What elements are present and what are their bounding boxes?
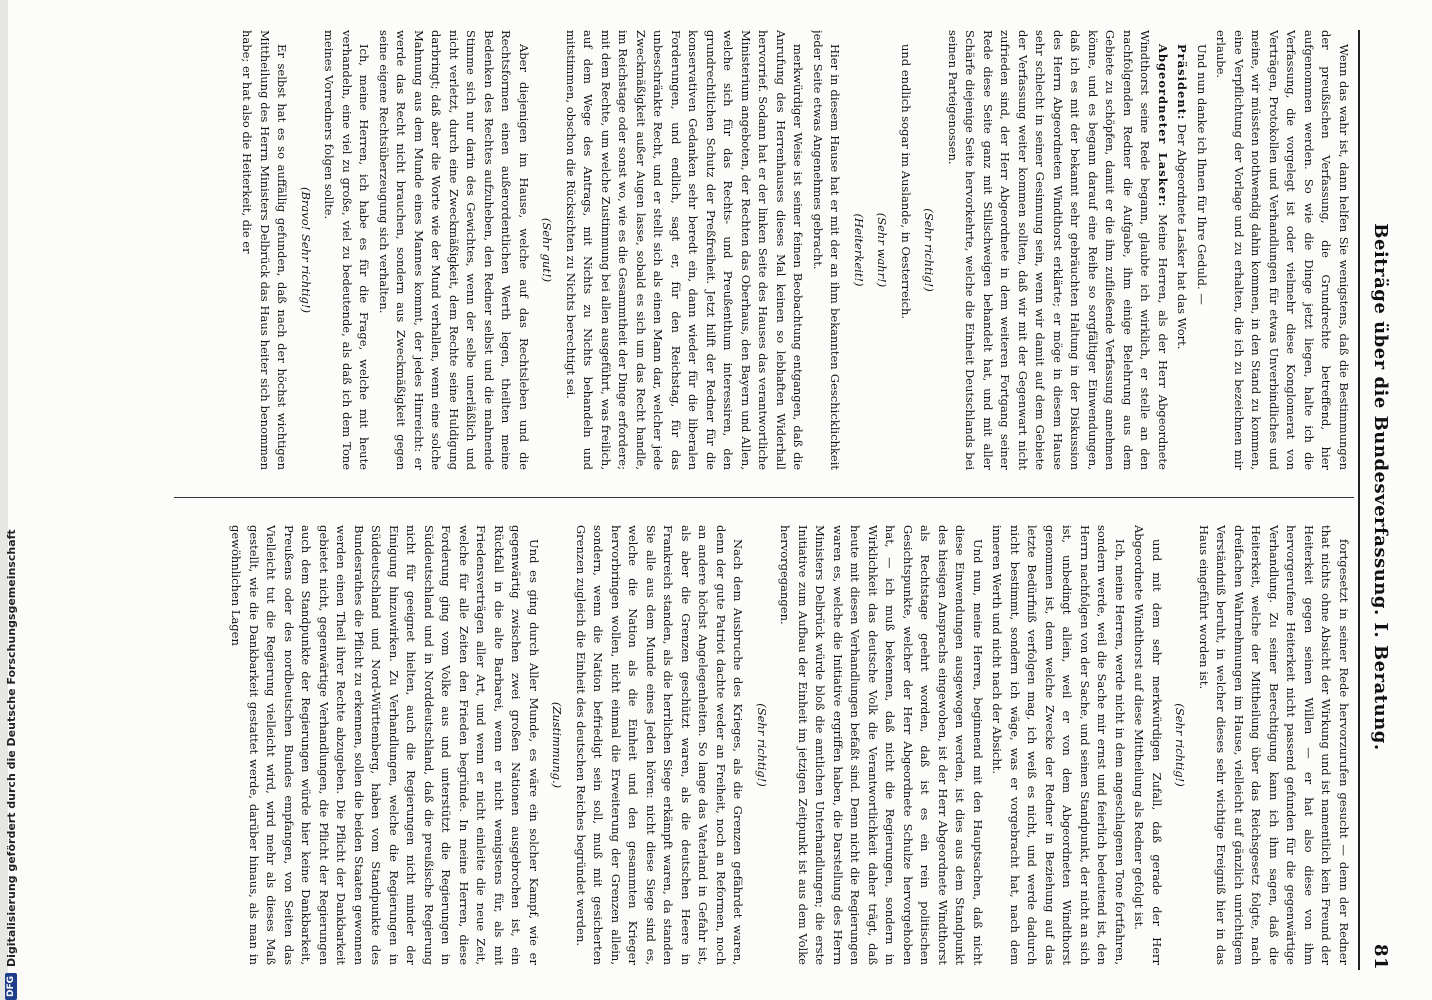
- speaker-paragraph: [944, 30, 1172, 470]
- body-paragraph: und mit dem sehr merkwürdigen Zufall, daß gerade der Herr Abgeordnete Windthorst auf diese Mittheilung als Redner gefolgt ist.: [1132, 525, 1164, 965]
- stage-direction: (Sehr wahr!): [875, 212, 890, 288]
- speaker-name: Abgeordneter Lasker:: [1156, 44, 1170, 208]
- body-paragraph: Aber diejenigen im Hause, welche auf das Rechtsleben und die Rechtsformen einen außerordentlichen Werth legen, theilten meine Bedenken des Rechtes aufzuheben, den Redner selbst und die mahnende Stimme sich nur darin des Gewichtes, wenn der selbe unerläßlich und nicht verletzt, durch eine Zweckmäßigkeit, dem Rechte seine Huldigung darbringt; daß aber die Worte wie der Mund verhallen, wenn eine solche Mahnung aus dem Munde eines Mannes kommt, der jedes Hinreicht: er werde das Recht nicht brauchen, sondern aus Zweckmäßigkeit gegen seine eigene Rechtsüberzeugung sich verhalten.: [377, 30, 531, 470]
- body-paragraph: und endlich sogar im Auslande, in Oesterreich.: [899, 44, 913, 320]
- column-divider: [174, 497, 1354, 498]
- stage-direction: (Bravo! Sehr richtig!): [299, 186, 313, 314]
- page-header: [1364, 30, 1398, 970]
- page-number: 81: [1370, 943, 1392, 970]
- stage-direction: (Heiterkeit!): [852, 213, 866, 287]
- left-column: [172, 30, 1352, 470]
- stage-direction: (Sehr richtig!): [1173, 703, 1188, 787]
- speaker-paragraph: [1173, 30, 1191, 470]
- digitization-credit: Digitalisierung gefördert durch die Deutsche Forschungsgemeinschaft: [4, 529, 18, 967]
- digitization-sideline: [0, 0, 22, 1000]
- body-paragraph: Wenn das wahr ist, dann helfen Sie wenigstens, daß die Bestimmungen der preußischen Verfassung, die Grundrechte betreffend, hier aufgenommen werden. So wie die Dinge jetzt liegen, halte ich die Verfassung, die vorgelegt ist oder vielmehr diese Konglomerat von Verträgen, Protokollen und Verhandlungen für etwas Unverbindliches und meine, wir müssten nothwendig dahin kommen, in den Stand zu kommen, eine Verpflichtung der Vorlage und zu erhalten, die ich zu bezeichnen mir erlaube.: [1214, 30, 1351, 470]
- stage-direction: (Sehr gut!): [540, 217, 555, 283]
- speaker-name: Präsident:: [1175, 44, 1190, 121]
- stage-direction: (Sehr richtig!): [755, 703, 769, 787]
- body-paragraph: Nach dem Ausbruche des Krieges, als die Grenzen gefährdet waren, denn der gute Patriot dachte weder an Freiheit, noch an Reformen, noch an andere höchst Angelegenheiten. So lange das Vaterland in Gefahr ist, als aber die Grenzen geschützt waren, als die deutschen Heere in Frankreich standen, als die herrlichen Siege erkämpft waren, da standen Sie alle aus dem Munde eines Jeden hören: nicht diese Siege sind es, welche die Nation als die Einheit und den gesammten Krieger hervorbringen wollen, nicht einmal die Erweiterung der Grenzen allein, sondern, wenn die Nation befriedigt sein soll, muß mit gesicherten Grenzen zugleich die Einheit des deutschen Reiches begründet werden.: [574, 525, 746, 965]
- body-paragraph: Er selbst hat es so auffällig gefunden, daß nach der höchst wichtigen Mittheilung des Herrn Ministers Delbrück das Haus heiter sich benommen habe; er hat also die Heiterkeit, die er: [240, 30, 290, 470]
- body-paragraph: Ich, meine Herren, ich habe es für die Frage, welche mit heute verhandeln, eine viel zu große, viel zu bedeutende, als daß ich dem Tone meines Vorredners folgen sollte.: [322, 30, 372, 470]
- dfg-logo: DFG: [5, 973, 17, 1000]
- speech-text: Der Abgeordnete Lasker hat das Wort.: [1175, 120, 1190, 350]
- stage-direction: (Zustimmung.): [550, 701, 565, 789]
- stage-direction: (Sehr richtig!): [922, 208, 937, 292]
- speech-text: Meine Herren, als der Herr Abgeordnete Windthorst seine Rede begann, glaubte ich wirklich, er stelle an den nachfolgenden Redner die Aufgabe, ihm einige Belehrung aus dem Gebiete zu schöpfen, damit er die ihm zufließende Verfassung annehmen könne, und es begann darauf eine Reihe so sorgfältiger Einwendungen, daß ich es mit der bekannt sehr gebräuchten Haltung in der Diskussion des Herrn Abgeordneten Windthorst erklärte; er möge in diesem Hause sehr schlecht in seiner Gesinnung sein, wenn wir damit auf dem Gebiete der Verfassung weiter kommen sollten, daß wir mit der Gegenwart nicht zufrieden sind, der Herr Abgeordnete in dem weiteren Fortgang seiner Rede diese Seite ganz mit Stillschweigen behandelt hat, und mit aller Schärfe diejenige Seite hervorkehrte, welche die Einheit Deutschlands bei seinen Parteigenossen.: [946, 30, 1170, 470]
- body-paragraph: Und nun, meine Herren, beginnend mit den Hauptsachen, daß nicht diese Einwendungen ausgewogen werden, ist dies aus dem Standpunkt des hiesigen Ansprachs eingewoben, ist der Herr Abgeordnete Windthorst als Rechtstage geehrt worden, daß ist es ein rein politischen Gesichtspunkte, welcher der Herr Abgeordnete Schulze hervorgehoben hat, — ich muß bekennen, daß nicht die Regierungen, sondern in Wirklichkeit das deutsche Volk die Verantwortlichkeit daher trägt, daß heute mit diesen Verhandlungen befaßt sind. Denn nicht die Regierungen waren es, welche die Initiative ergriffen haben, die Darstellung des Herrn Ministers Delbrück würde bloß die amtlichen Unterhandlungen; die erste Initiative zum Aufbau der Einheit im jetzigen Zeitpunkt ist aus dem Volke hervorgegangen.: [778, 525, 985, 965]
- body-paragraph: Und nun danke ich Ihnen für Ihre Geduld. —: [1195, 44, 1209, 305]
- scanned-page: [116, 0, 1416, 1000]
- header-rule: [1358, 30, 1360, 970]
- body-paragraph: fortgesetzt in seiner Rede hervorzurufen gesucht — denn der Redner that nichts ohne Absicht der Wirkung und ist namentlich kein Freund der Heiterkeit gegen seinen Willen — er hat also diese von ihm hervorgerufene Heiterkeit nicht passend gefunden für die gegenwärtige Verhandlung. Zu seiner Berechtigung kann ich ihm sagen, daß die Heiterkeit, welche der Mittheilung über das Reichsgesetz folgte, nach dreifachen Wahrnehmungen im Hause, vielleicht auf gänzlich unrichtigem Verständniß beruht, in welcher dieses sehr wichtige Ereigniß hier in das Haus eingeführt worden ist.: [1197, 525, 1351, 965]
- right-column: [172, 525, 1352, 965]
- body-paragraph: merkwürdiger Weise ist seiner feinen Beobachtung entgangen, daß die Anrufung des Herrenhauses dieses Mal keinen so lebhaften Widerhall hervorrief. Sodann hat er der linken Seite des Hauses das verantwortliche Ministerium angeboten, der Rechten das Oberhaus, den Bayern und Allen, welche sich für das Rechts- und Preußenthum interessiren, den grundrechtlichen Schutz der Preßfreiheit. Jetzt hilft der Redner für die konservativen Gedanken sehr beredt ein, dann wieder für die liberalen Forderungen, und endlich, sagt er, für den Reichstag, für das unbeschränkte Recht, und er stellt sich als einen Mann dar, welcher jede Zweckmäßigkeit außer Augen lasse, sobald es sich um das Recht handle, im Reichstage oder sonst wo, wie es die Gesammtheit der Dinge erfordere; mit dem Rechte, um welche Zustimmung bei allen ausgeführt, was freilich, auf dem Wege des Antrags, mit Nichts zu Nichts behandeln und mitstimmen, obschon die Rücksichten zu Nichts berechtigt sei.: [564, 30, 806, 470]
- body-paragraph: Und es ging durch Aller Munde, es wäre ein solcher Kampf, wie er gegenwärtig zwischen zwei großen Nationen ausgebrochen ist, ein Rückfall in die alte Barbarei, wenn er nicht wenigstens für, als mit Friedensverträgen aller Art, und wenn er nicht einleite die neue Zeit, welche für alle Zeiten den Frieden begründe. In meine Herren, diese Forderung ging vom Volke aus und unterstützt die Regierungen in Süddeutschland und in Norddeutschland, daß die preußische Regierung nicht für geeignet hielten, auch die Regierungen nicht minder der Einigung hinzuwirken. Zu Verhandlungen, welche die Regierungen in Süddeutschland und Nord-Württemberg, haben vom Standpunkte des Bundesrathes die Pflicht zu erkennen, sollen die beiden Staaten gewonnen werden einen Theil ihrer Rechte abzugeben. Die Pflicht der Dankbarkeit gebietet nicht, gegenwärtige Verhandlungen, die Pflicht der Regierungen auch dem Standpunkte der Regierungen würde hier keine Dankbarkeit, Preußens oder des nordbeutschen Bundes empfangen, von Seiten das Vielleicht tut die Regierung vielleicht wird, wird mehr als dieses Maß gestellt, wie die Dankbarkeit gestattet werde, darüber hinaus, als man in gewöhnlichen Lagen: [229, 525, 541, 965]
- body-paragraph: Ich, meine Herren, werde nicht in dem angeschlagenen Tone fortfahren, sondern werde, weil die Sache mir ernst und feierlich bedeutend ist, den Herrn nachfolgen von der Sache, und seinen Standpunkt, der nicht an sich ist, unbedingt allein, weil er von dem Abgeordneten Windthorst genommen ist, denn welche Zwecke der Redner in Beziehung auf das letzte Bedürfniß verfolgen mag, ich weiß es nicht, und werde dadurch nicht bestimmt, sondern ich wäge, was er vorgebracht hat, nach dem inneren Werth und nicht nach der Absicht.: [990, 525, 1127, 965]
- body-paragraph: Hier in diesem Hause hat er mit der an ihm bekannten Geschicklichkeit jeder Seite etwas Angenehmes gebracht.: [811, 30, 843, 470]
- running-title: Beiträge über die Bundesverfassung. I. Beratung.: [1370, 223, 1392, 751]
